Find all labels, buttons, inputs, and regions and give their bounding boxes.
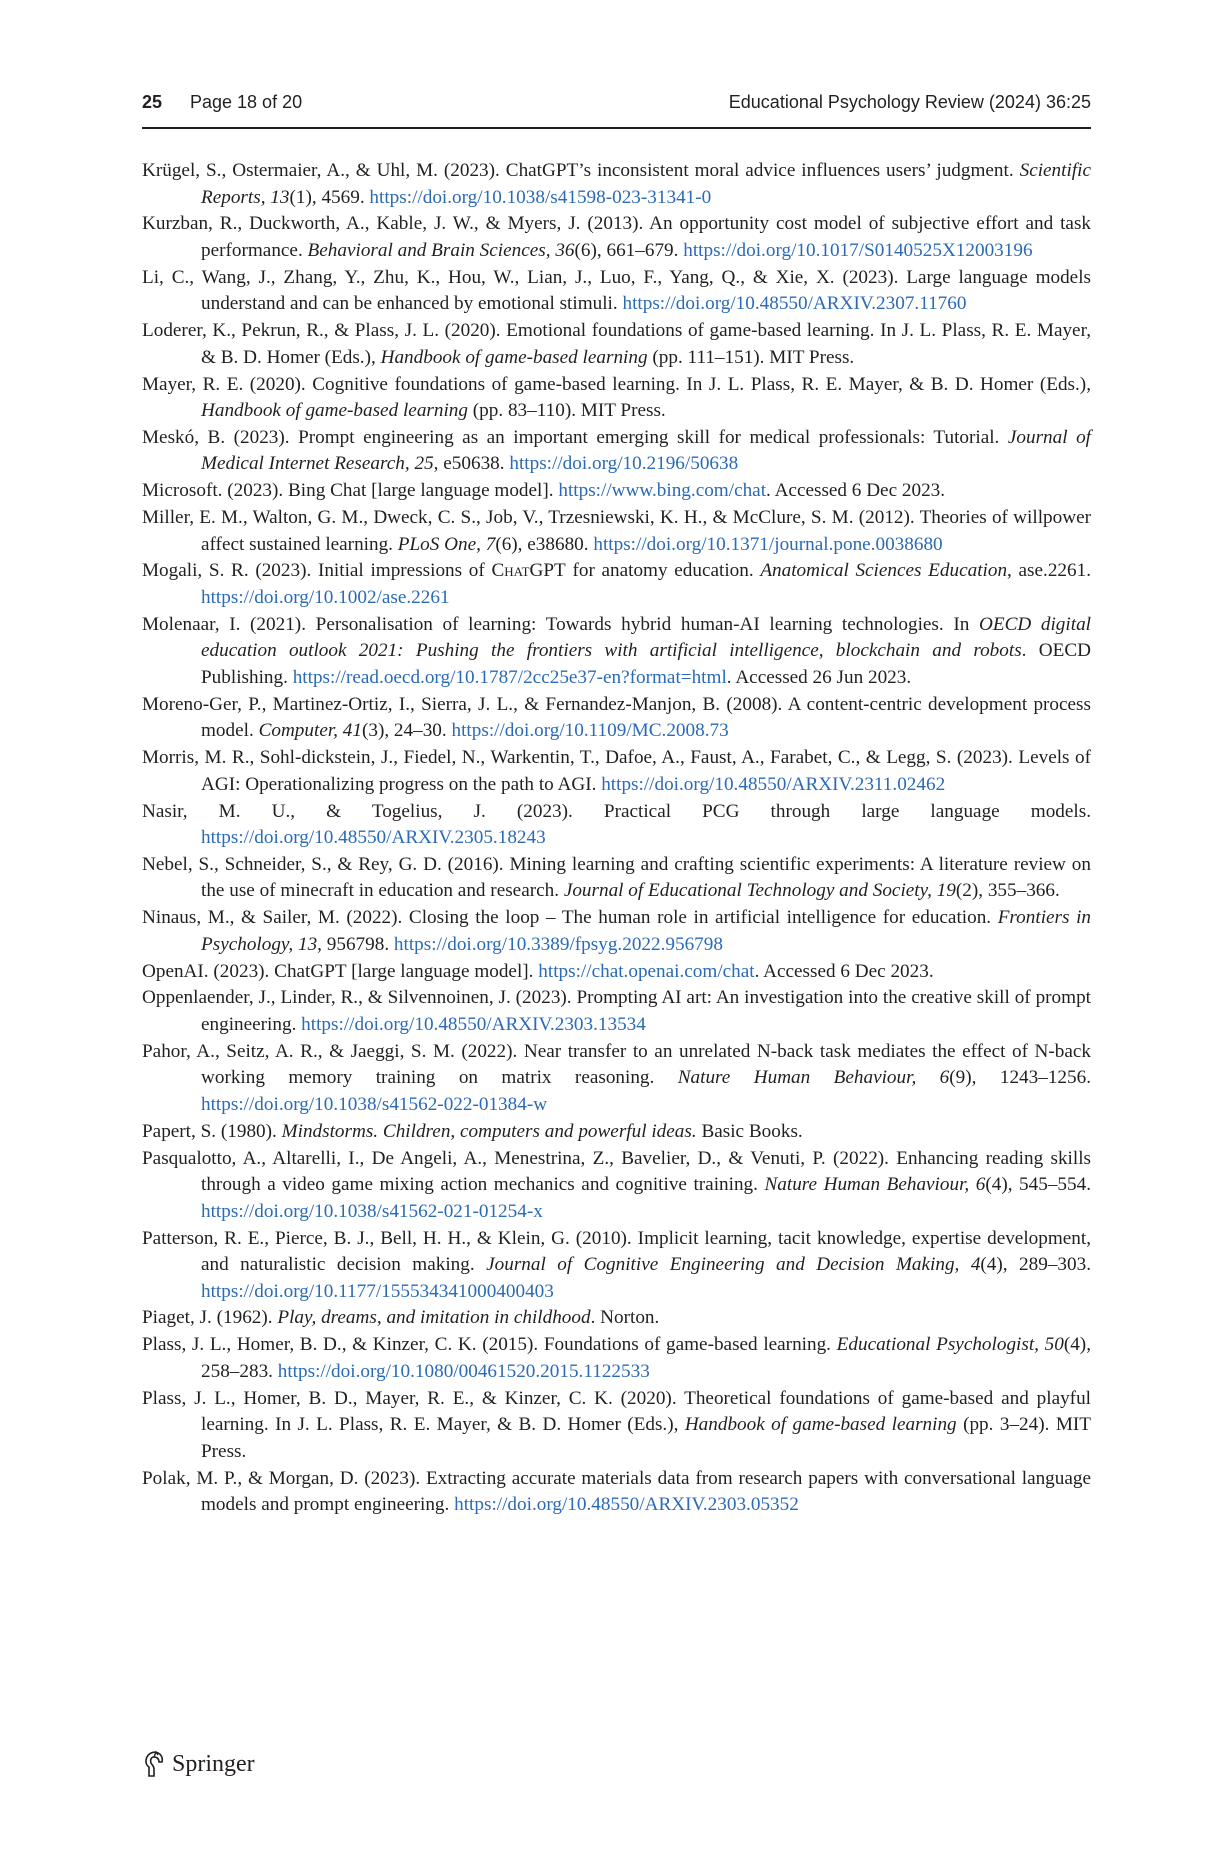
reference-link[interactable]: https://doi.org/10.48550/ARXIV.2307.11760 <box>622 293 967 315</box>
reference-details: (pp. 83–110). MIT Press. <box>468 400 666 422</box>
journal-citation: Educational Psychology Review (2024) 36:25 <box>728 92 1091 112</box>
reference-link[interactable]: https://doi.org/10.1177/155534341000400403 <box>201 1280 554 1302</box>
reference-entry <box>142 425 1091 478</box>
reference-access-note: . Accessed 6 Dec 2023. <box>766 480 946 502</box>
reference-entry <box>142 1039 1091 1119</box>
reference-link[interactable]: https://doi.org/10.1038/s41562-021-01254-x <box>201 1200 543 1222</box>
reference-source-title: Journal of Medical Internet Research, 25 <box>201 426 1091 475</box>
reference-entry <box>142 265 1091 318</box>
reference-details: (3), 24–30. <box>361 720 452 742</box>
reference-details: (1), 4569. <box>289 186 370 208</box>
reference-details: (6), e38680. <box>495 533 594 555</box>
reference-entry <box>142 745 1091 798</box>
reference-link[interactable]: https://read.oecd.org/10.1787/2cc25e37-en?format=html <box>292 666 727 688</box>
reference-link[interactable]: https://chat.openai.com/chat <box>538 960 755 982</box>
reference-text: Polak, M. P., & Morgan, D. (2023). Extracting accurate materials data from research papers with conversational language models and prompt engineering. <box>142 1467 1091 1516</box>
reference-entry <box>142 1332 1091 1385</box>
reference-details: (9), 1243–1256. <box>949 1067 1091 1089</box>
reference-text: Ninaus, M., & Sailer, M. (2022). Closing the loop – The human role in artificial intelligence for education. <box>142 907 998 929</box>
reference-link[interactable]: https://doi.org/10.3389/fpsyg.2022.956798 <box>393 933 723 955</box>
reference-text: Li, C., Wang, J., Zhang, Y., Zhu, K., Hou, W., Lian, J., Luo, F., Yang, Q., & Xie, X. (2023). Large language models understand and can be enhanced by emotional stimuli. <box>142 266 1091 315</box>
reference-entry <box>142 692 1091 745</box>
reference-text: Nebel, S., Schneider, S., & Rey, G. D. (2016). Mining learning and crafting scientific experiments: A literature review on the use of minecraft in education and research. <box>142 853 1091 902</box>
publisher-name: Springer <box>172 1750 255 1777</box>
reference-text: Papert, S. (1980). <box>142 1120 282 1142</box>
reference-text: Pasqualotto, A., Altarelli, I., De Angeli, A., Menestrina, Z., Bavelier, D., & Venuti, P. (2022). Enhancing reading skills through a video game mixing action mechanics and cognitive training. <box>142 1147 1091 1196</box>
reference-details: (4), 258–283. <box>201 1334 1091 1382</box>
reference-source-title: Educational Psychologist, 50 <box>836 1334 1064 1356</box>
reference-link[interactable]: https://doi.org/10.1080/00461520.2015.1122533 <box>277 1360 650 1382</box>
reference-text: Plass, J. L., Homer, B. D., & Kinzer, C. K. (2015). Foundations of game-based learning. <box>142 1334 837 1356</box>
reference-text: Morris, M. R., Sohl-dickstein, J., Fiedel, N., Warkentin, T., Dafoe, A., Faust, A., Farabet, C., & Legg, S. (2023). Levels of AGI: Operationalizing progress on the path to AGI. <box>142 747 1091 795</box>
header-rule <box>142 127 1091 129</box>
reference-link[interactable]: https://www.bing.com/chat <box>558 480 767 502</box>
reference-details: , 956798. <box>317 933 394 955</box>
reference-link[interactable]: https://doi.org/10.1017/S0140525X12003196 <box>683 239 1033 261</box>
reference-entry <box>142 1119 1091 1146</box>
reference-details: (2), 355–366. <box>955 880 1060 902</box>
reference-source-title: Frontiers in Psychology, 13 <box>201 907 1092 955</box>
reference-text: Piaget, J. (1962). <box>142 1307 278 1329</box>
reference-text: Kurzban, R., Duckworth, A., Kable, J. W., & Myers, J. (2013). An opportunity cost model of subjective effort and task performance. <box>142 213 1091 261</box>
reference-text: Krügel, S., Ostermaier, A., & Uhl, M. (2023). ChatGPT’s inconsistent moral advice influences users’ judgment. <box>142 160 1020 181</box>
reference-text: Molenaar, I. (2021). Personalisation of learning: Towards hybrid human-AI learning technologies. In <box>142 613 979 635</box>
reference-entry <box>142 799 1091 852</box>
reference-details: . OECD Publishing. <box>201 640 1091 688</box>
reference-smallcaps: ChatGPT <box>491 560 566 582</box>
reference-link[interactable]: https://doi.org/10.48550/ARXIV.2305.18243 <box>201 827 546 849</box>
reference-entry <box>142 612 1091 692</box>
reference-source-title: Nature Human Behaviour, 6 <box>677 1067 950 1089</box>
reference-entry <box>142 558 1091 611</box>
reference-source-title: Anatomical Sciences Education <box>760 560 1008 582</box>
reference-source-title: Nature Human Behaviour, 6 <box>764 1174 986 1196</box>
reference-access-note: . Accessed 26 Jun 2023. <box>726 666 912 688</box>
reference-details: (4), 289–303. <box>980 1254 1092 1276</box>
article-number: 25 <box>142 92 163 112</box>
reference-entry <box>142 852 1091 905</box>
reference-link[interactable]: https://doi.org/10.1002/ase.2261 <box>201 587 450 608</box>
reference-details: (pp. 111–151). MIT Press. <box>647 346 855 368</box>
reference-text: Loderer, K., Pekrun, R., & Plass, J. L. (2020). Emotional foundations of game-based learning. In J. L. Plass, R. E. Mayer, & B. D. Homer (Eds.), <box>142 320 1091 368</box>
reference-source-title: Handbook of game-based learning <box>380 346 648 368</box>
reference-link[interactable]: https://doi.org/10.48550/ARXIV.2311.02462 <box>601 773 946 795</box>
reference-entry <box>142 959 1091 986</box>
reference-access-note: . Accessed 6 Dec 2023. <box>754 960 934 982</box>
reference-text: Mogali, S. R. (2023). Initial impressions of <box>142 560 492 582</box>
reference-source-title: Behavioral and Brain Sciences, 36 <box>307 239 575 261</box>
springer-horse-icon <box>142 1750 166 1778</box>
reference-entry <box>142 211 1091 264</box>
reference-details: . Norton. <box>590 1307 660 1329</box>
reference-source-title: Scientific Reports, 13 <box>201 160 1091 208</box>
reference-link[interactable]: https://doi.org/10.48550/ARXIV.2303.05352 <box>454 1494 799 1516</box>
reference-entry <box>142 1226 1091 1306</box>
reference-link[interactable]: https://doi.org/10.1038/s41598-023-31341-0 <box>369 186 712 208</box>
reference-source-title: Mindstorms. Children, computers and powerful ideas. <box>281 1120 697 1142</box>
reference-details: (pp. 3–24). MIT Press. <box>201 1414 1091 1462</box>
reference-text: Mayer, R. E. (2020). Cognitive foundations of game-based learning. In J. L. Plass, R. E. Mayer, & B. D. Homer (Eds.), <box>142 373 1091 395</box>
reference-link[interactable]: https://doi.org/10.1109/MC.2008.73 <box>451 720 729 742</box>
page-indicator: Page 18 of 20 <box>190 92 303 112</box>
reference-link[interactable]: https://doi.org/10.48550/ARXIV.2303.13534 <box>301 1014 646 1035</box>
reference-text: Patterson, R. E., Pierce, B. J., Bell, H. H., & Klein, G. (2010). Implicit learning, tacit knowledge, expertise development, and naturalistic decision making. <box>142 1227 1091 1276</box>
reference-link[interactable]: https://doi.org/10.1371/journal.pone.0038680 <box>593 533 943 555</box>
reference-source-title: PLoS One, 7 <box>397 533 496 555</box>
reference-link[interactable]: https://doi.org/10.2196/50638 <box>509 453 739 475</box>
reference-details: , ase.2261. <box>1007 560 1091 582</box>
publisher-footer <box>142 1750 255 1782</box>
reference-entry <box>142 318 1091 371</box>
reference-entry <box>142 1386 1091 1466</box>
reference-entry <box>142 505 1091 558</box>
reference-details: (4), 545–554. <box>985 1174 1091 1196</box>
reference-source-title: Handbook of game-based learning <box>684 1414 957 1436</box>
reference-text: Meskó, B. (2023). Prompt engineering as an important emerging skill for medical professionals: Tutorial. <box>142 426 1008 448</box>
reference-text: Miller, E. M., Walton, G. M., Dweck, C. S., Job, V., Trzesniewski, K. H., & McClure, S. M. (2012). Theories of willpower affect sustained learning. <box>142 507 1091 555</box>
reference-entry <box>142 158 1091 211</box>
reference-source-title: Journal of Cognitive Engineering and Decision Making, 4 <box>486 1254 981 1276</box>
reference-source-title: Play, dreams, and imitation in childhood <box>277 1307 591 1329</box>
reference-details: , e50638. <box>433 453 510 475</box>
reference-source-title: Journal of Educational Technology and Society, 19 <box>563 880 956 902</box>
reference-entry <box>142 985 1091 1038</box>
reference-details: Basic Books. <box>696 1120 803 1142</box>
reference-details: (6), 661–679. <box>574 239 684 261</box>
reference-text: for anatomy education. <box>565 560 761 582</box>
reference-link[interactable]: https://doi.org/10.1038/s41562-022-01384-w <box>201 1093 548 1115</box>
reference-entry <box>142 905 1091 958</box>
reference-entry <box>142 478 1091 505</box>
reference-text: Nasir, M. U., & Togelius, J. (2023). Practical PCG through large language models. <box>142 800 1091 822</box>
reference-text: OpenAI. (2023). ChatGPT [large language model]. <box>142 960 539 982</box>
reference-text: Microsoft. (2023). Bing Chat [large language model]. <box>142 480 559 502</box>
reference-text: Pahor, A., Seitz, A. R., & Jaeggi, S. M. (2022). Near transfer to an unrelated N-back task mediates the effect of N-back working memory training on matrix reasoning. <box>142 1040 1091 1089</box>
reference-text: Oppenlaender, J., Linder, R., & Silvennoinen, J. (2023). Prompting AI art: An investigation into the creative skill of prompt engineering. <box>142 987 1091 1035</box>
reference-source-title: Handbook of game-based learning <box>201 400 468 422</box>
reference-list <box>142 158 1091 1519</box>
reference-source-title: Computer, 41 <box>258 720 362 742</box>
reference-source-title: OECD digital education outlook 2021: Pushing the frontiers with artificial intelligence, blockchain and robots <box>201 613 1091 662</box>
reference-text: Moreno-Ger, P., Martinez-Ortiz, I., Sierra, J. L., & Fernandez-Manjon, B. (2008). A content-centric development process model. <box>142 693 1091 742</box>
reference-entry <box>142 372 1091 425</box>
reference-entry <box>142 1305 1091 1332</box>
running-header <box>142 86 1091 120</box>
reference-text: Plass, J. L., Homer, B. D., Mayer, R. E., & Kinzer, C. K. (2020). Theoretical foundations of game-based and playful learning. In J. L. Plass, R. E. Mayer, & B. D. Homer (Eds.), <box>142 1387 1091 1436</box>
reference-entry <box>142 1146 1091 1226</box>
reference-entry <box>142 1466 1091 1519</box>
